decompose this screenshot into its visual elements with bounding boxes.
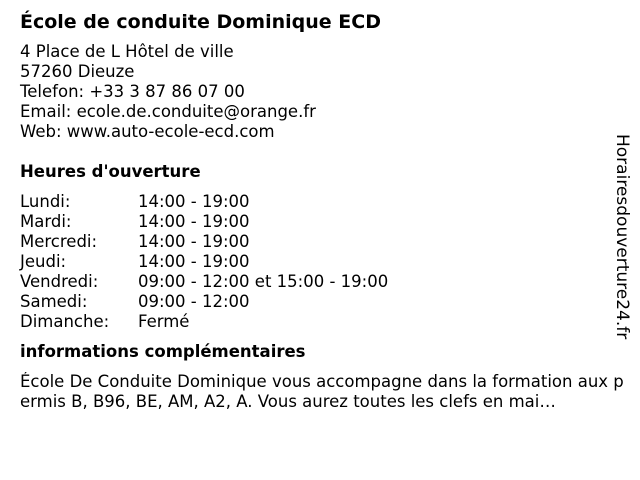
email-line[interactable]: Email: ecole.de.conduite@orange.fr — [20, 102, 316, 121]
hours-time: Fermé — [138, 312, 190, 331]
address-city: 57260 Dieuze — [20, 62, 135, 81]
hours-time: 14:00 - 19:00 — [138, 232, 250, 251]
hours-table — [20, 192, 388, 332]
phone-line[interactable]: Telefon: +33 3 87 86 07 00 — [20, 82, 245, 101]
hours-day: Vendredi: — [20, 272, 99, 291]
hours-time: 14:00 - 19:00 — [138, 192, 250, 211]
hours-day: Samedi: — [20, 292, 88, 311]
hours-time: 14:00 - 19:00 — [138, 252, 250, 271]
hours-row — [20, 292, 388, 312]
hours-day: Mardi: — [20, 212, 72, 231]
hours-row — [20, 232, 388, 252]
contact-block — [20, 42, 620, 142]
hours-day: Dimanche: — [20, 312, 110, 331]
site-watermark: Horairesdouverture24.fr — [612, 134, 632, 340]
info-description: École De Conduite Dominique vous accompagne dans la formation aux permis B, B96, BE, AM, A2, A. Vous aurez toutes les clefs en mai… — [20, 372, 624, 411]
hours-row — [20, 252, 388, 272]
web-line[interactable]: Web: www.auto-ecole-ecd.com — [20, 122, 275, 141]
hours-row — [20, 312, 388, 332]
hours-time: 14:00 - 19:00 — [138, 212, 250, 231]
hours-heading: Heures d'ouverture — [20, 162, 201, 181]
hours-day: Lundi: — [20, 192, 71, 211]
business-name: École de conduite Dominique ECD — [20, 11, 381, 33]
hours-time: 09:00 - 12:00 — [138, 292, 250, 311]
hours-row — [20, 272, 388, 292]
hours-day: Mercredi: — [20, 232, 98, 251]
hours-row — [20, 192, 388, 212]
hours-row — [20, 212, 388, 232]
info-heading: informations complémentaires — [20, 342, 306, 361]
hours-day: Jeudi: — [20, 252, 67, 271]
address-street: 4 Place de L Hôtel de ville — [20, 42, 234, 61]
hours-time: 09:00 - 12:00 et 15:00 - 19:00 — [138, 272, 389, 291]
